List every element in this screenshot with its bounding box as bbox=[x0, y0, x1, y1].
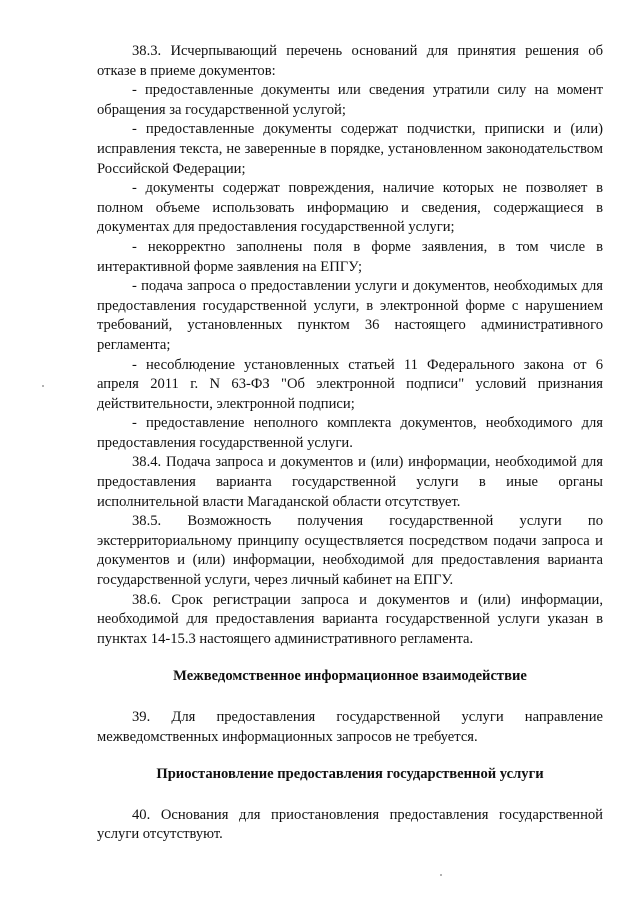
section-heading-suspension: Приостановление предоставления государственной услуги bbox=[156, 766, 544, 783]
paragraph-39: 39. Для предоставления государственной услуги направление межведомственных информационных запросов не требуется. bbox=[97, 709, 603, 745]
document-page bbox=[97, 42, 603, 845]
paragraph-38-5: 38.5. Возможность получения государственной услуги по экстерриториальному принципу осуществляется посредством подачи запроса и документов и (или) информации, необходимой для предоставления варианта государственной услуги, через личный кабинет на ЕПГУ. bbox=[97, 513, 603, 589]
list-item-signature-noncompliance: - несоблюдение установленных статьей 11 Федерального закона от 6 апреля 2011 г. N 63-ФЗ "Об электронной подписи" условий признания действительности, электронной подписи; bbox=[97, 356, 603, 412]
section-heading-interagency: Межведомственное информационное взаимодействие bbox=[173, 668, 527, 685]
paragraph-40: 40. Основания для приостановления предоставления государственной услуги отсутствуют. bbox=[97, 806, 603, 843]
paragraph-38-3: 38.3. Исчерпывающий перечень оснований для принятия решения об отказе в приеме документов: bbox=[97, 43, 603, 79]
scan-speck bbox=[440, 874, 442, 876]
list-item-fields-incorrect: - некорректно заполнены поля в форме заявления, в том числе в интерактивной форме заявления на ЕПГУ; bbox=[97, 238, 603, 275]
list-item-documents-corrected: - предоставленные документы содержат подчистки, приписки и (или) исправления текста, не заверенные в порядке, установленном законодательством Российской Федерации; bbox=[97, 121, 603, 177]
list-item-electronic-form-violation: - подача запроса о предоставлении услуги и документов, необходимых для предоставления государственной услуги, в электронной форме с нарушением требований, установленных пунктом 36 настоящего административного регламента; bbox=[97, 278, 603, 353]
paragraph-38-6: 38.6. Срок регистрации запроса и документов и (или) информации, необходимой для предоставления варианта государственной услуги указан в пунктах 14-15.3 настоящего административного регламента. bbox=[97, 591, 603, 647]
paragraph-38-4: 38.4. Подача запроса и документов и (или) информации, необходимой для предоставления варианта государственной услуги в иные органы исполнительной власти Магаданской области отсутствует. bbox=[97, 454, 603, 510]
list-item-documents-damaged: - документы содержат повреждения, наличие которых не позволяет в полном объеме использовать информацию и сведения, содержащиеся в документах для предоставления государственной услуги; bbox=[97, 180, 603, 236]
scan-speck bbox=[42, 385, 44, 387]
list-item-incomplete-documents: - предоставление неполного комплекта документов, необходимого для предоставления государственной услуги. bbox=[97, 415, 603, 451]
list-item-documents-expired: - предоставленные документы или сведения утратили силу на момент обращения за государственной услугой; bbox=[97, 82, 603, 118]
